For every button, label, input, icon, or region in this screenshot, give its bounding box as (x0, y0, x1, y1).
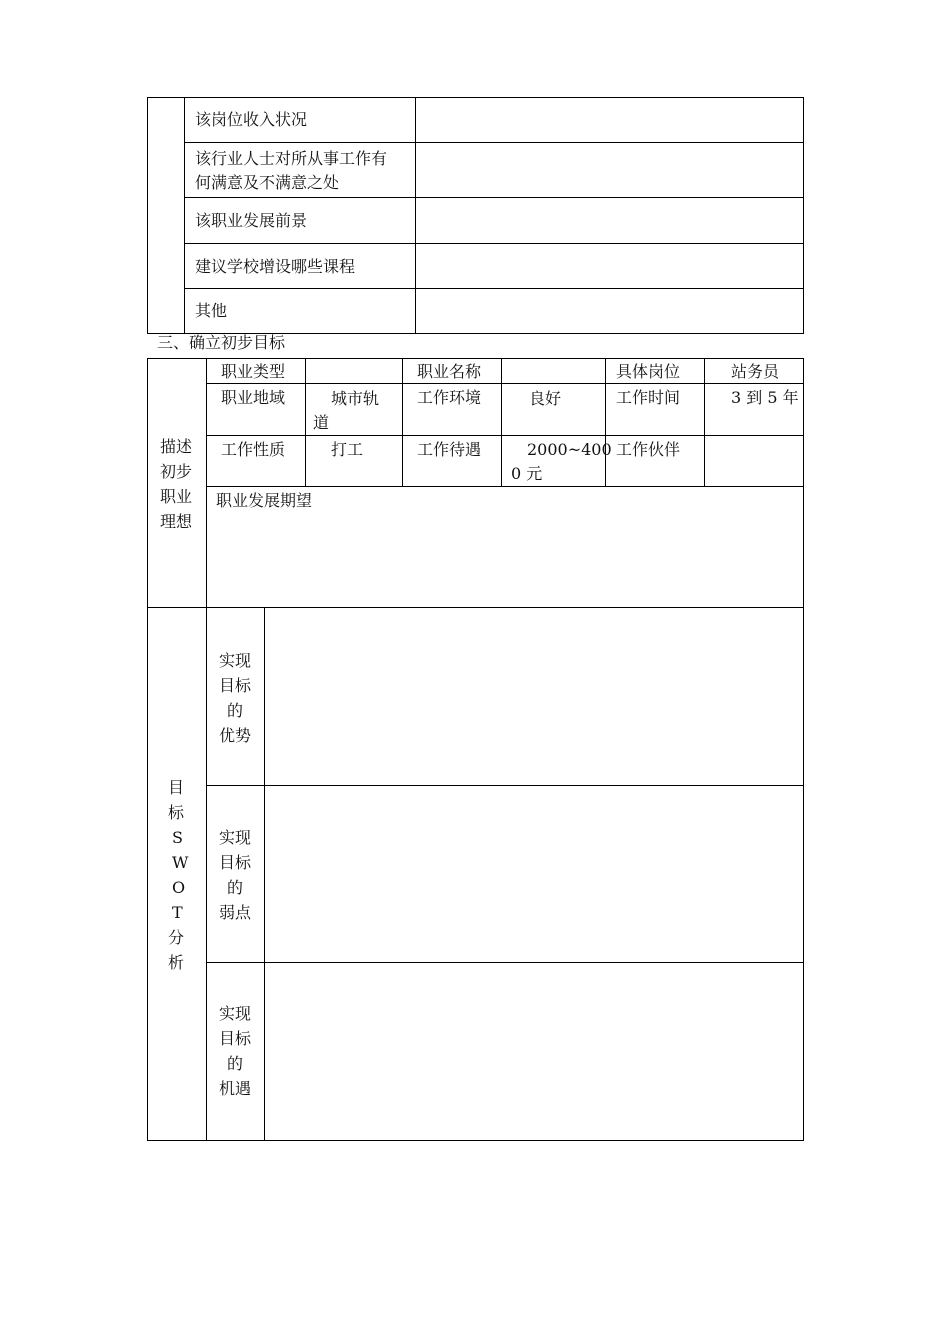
swot-opportunities-label: 机遇 (219, 1079, 252, 1098)
swot-side-label: 标 (168, 803, 185, 822)
time-value[interactable]: 3 到 5 年 (731, 388, 799, 407)
pay-value-line1[interactable]: 2000~400 (527, 440, 612, 459)
position-label: 具体岗位 (616, 362, 681, 381)
swot-side-label: O (172, 878, 186, 897)
swot-label-divider (264, 607, 265, 1141)
survey-label-income: 该岗位收入状况 (195, 110, 308, 129)
goal-table (147, 358, 804, 1141)
goal-row-line (206, 383, 804, 384)
survey-row-line (184, 142, 804, 143)
swot-strengths-label: 目标 (219, 676, 252, 695)
swot-strengths-label: 实现 (219, 651, 252, 670)
swot-weaknesses-label: 弱点 (219, 903, 252, 922)
position-value[interactable]: 站务员 (731, 362, 780, 381)
goal-side-label: 初步 (160, 462, 193, 481)
region-value-line1[interactable]: 城市轨 (331, 389, 380, 408)
goal-col-line (704, 358, 705, 486)
swot-opportunities-label: 的 (227, 1054, 244, 1073)
nature-value[interactable]: 打工 (331, 440, 364, 459)
pay-label: 工作待遇 (417, 440, 482, 459)
survey-label-courses: 建议学校增设哪些课程 (195, 257, 356, 276)
swot-weaknesses-label: 目标 (219, 853, 252, 872)
time-label: 工作时间 (616, 388, 681, 407)
survey-label-prospect: 该职业发展前景 (195, 211, 308, 230)
survey-label-satisfaction-line2: 何满意及不满意之处 (195, 173, 340, 192)
goal-side-label: 理想 (160, 512, 193, 531)
expectation-label: 职业发展期望 (216, 491, 313, 510)
swot-strengths-label: 的 (227, 701, 244, 720)
swot-strengths-label: 优势 (219, 726, 252, 745)
goal-col-line (605, 358, 606, 486)
region-label: 职业地域 (221, 388, 286, 407)
swot-opportunities-label: 目标 (219, 1029, 252, 1048)
swot-side-label: S (172, 828, 183, 847)
env-value[interactable]: 良好 (529, 389, 562, 408)
goal-swot-divider (147, 607, 804, 608)
swot-side-label: 目 (168, 778, 185, 797)
goal-side-label: 描述 (160, 437, 193, 456)
swot-row-line (206, 962, 804, 963)
goal-side-label: 职业 (160, 487, 193, 506)
partner-label: 工作伙伴 (616, 440, 681, 459)
nature-label: 工作性质 (221, 440, 286, 459)
goal-row-line (206, 486, 804, 487)
swot-side-label: 分 (168, 928, 185, 947)
swot-side-label: T (172, 903, 183, 922)
survey-row-line (184, 243, 804, 244)
survey-divider-left (184, 97, 185, 334)
swot-opportunities-label: 实现 (219, 1004, 252, 1023)
swot-side-label: 析 (168, 953, 185, 972)
survey-divider-mid (415, 97, 416, 334)
region-value-line2[interactable]: 道 (313, 413, 330, 432)
survey-row-line (184, 197, 804, 198)
section-title: 三、确立初步目标 (157, 333, 286, 352)
survey-label-satisfaction-line1: 该行业人士对所从事工作有 (195, 149, 388, 168)
swot-weaknesses-label: 的 (227, 878, 244, 897)
env-label: 工作环境 (417, 388, 482, 407)
survey-label-other: 其他 (195, 301, 228, 320)
swot-side-label: W (172, 853, 189, 872)
goal-col-line (501, 358, 502, 486)
swot-row-line (206, 785, 804, 786)
swot-weaknesses-label: 实现 (219, 828, 252, 847)
goal-side-divider (206, 358, 207, 1141)
goal-row-line (206, 435, 804, 436)
goal-col-line (305, 358, 306, 486)
goal-col-line (402, 358, 403, 486)
survey-row-line (184, 288, 804, 289)
pay-value-line2[interactable]: 0 元 (511, 464, 543, 483)
survey-table (147, 97, 804, 334)
career-name-label: 职业名称 (417, 362, 482, 381)
career-type-label: 职业类型 (221, 362, 286, 381)
